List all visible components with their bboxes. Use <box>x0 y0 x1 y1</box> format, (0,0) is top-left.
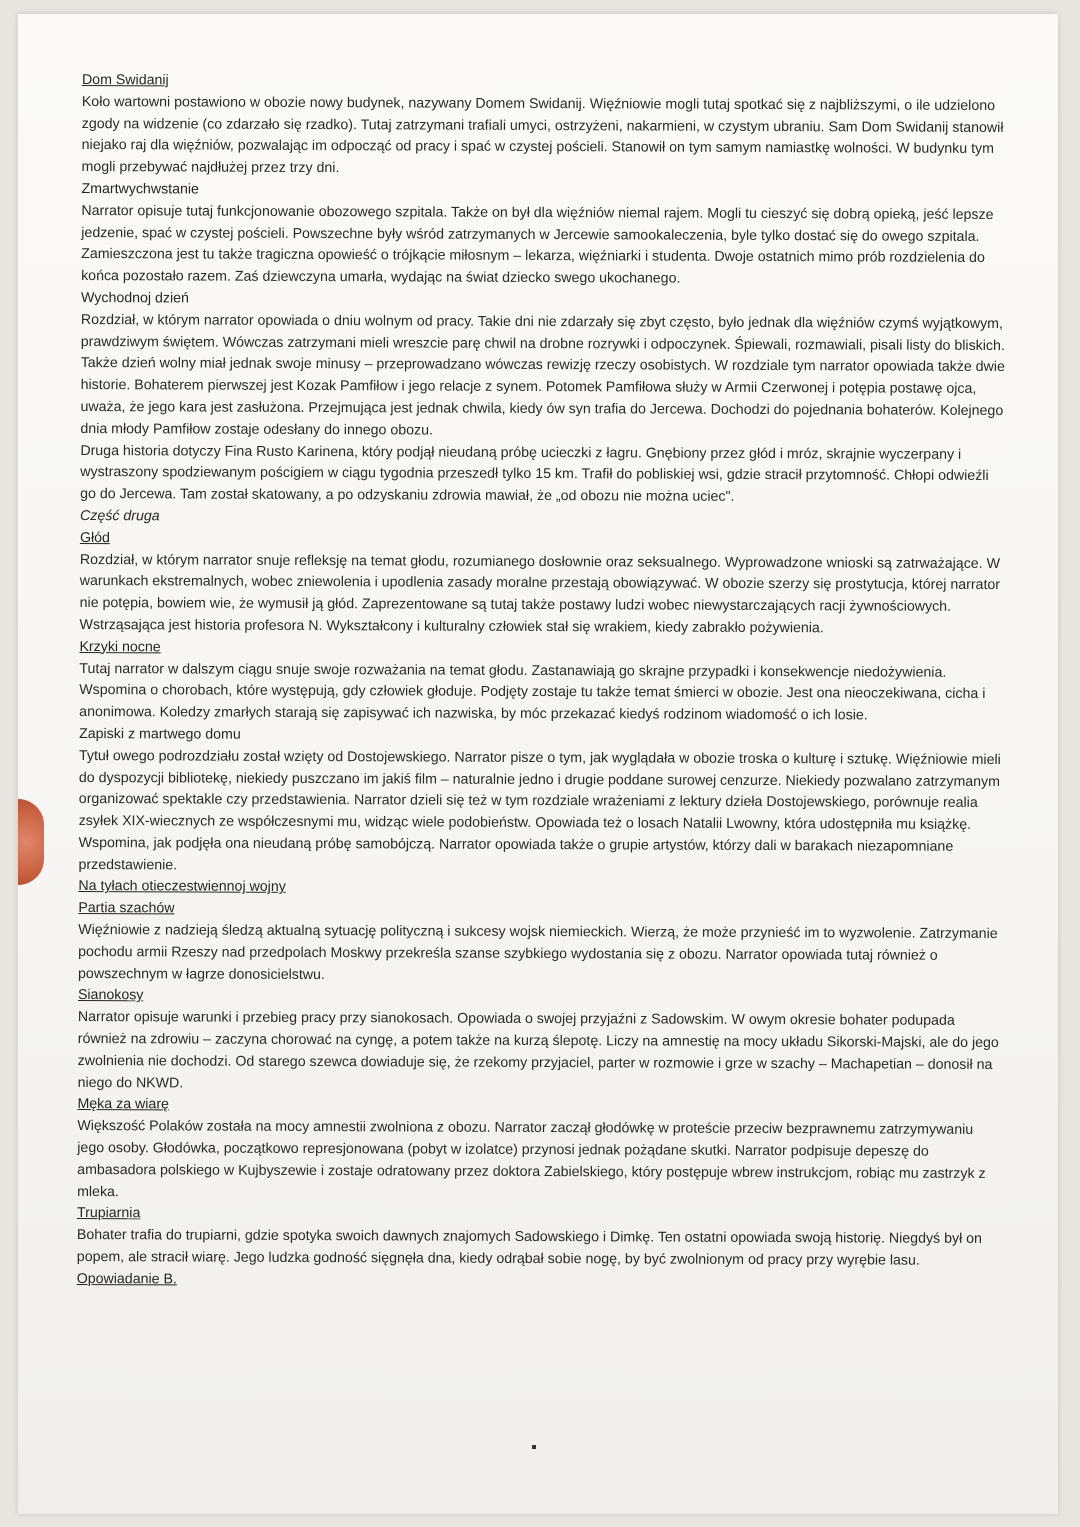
document-body <box>77 70 1007 1295</box>
section-heading: Męka za wiarę <box>77 1096 169 1113</box>
paragraph: Rozdział, w którym narrator snuje refleksję na temat głodu, rozumianego dosłownie oraz seksualnego. Wyprowadzone wnioski są zatrważające. W warunkach ekstremalnych, wobec zniewolenia i upodlenia zasady moralne przestają obowiązywać. W obozie szerzy się prostytucja, której narrator nie potępia, bowiem wie, że wymusił ją głód. Zaprezentowane są tutaj także postawy ludzi wobec niewystarczających racji żywnościowych. Wstrząsająca jest historia profesora N. Wykształcony i kulturalny człowiek stał się wrakiem, kiedy zabrakło pożywienia. <box>79 551 1001 637</box>
section-heading: Sianokosy <box>77 987 144 1004</box>
section-heading: Trupiarnia <box>76 1205 141 1222</box>
pen-mark <box>532 1445 536 1449</box>
paragraph: Narrator opisuje warunki i przebieg pracy przy sianokosach. Opowiada o swojej przyjaźni z Sadowskim. W owym okresie bohater podupada również na zdrowiu – zaczyna chorować na cyngę, a potem także na kurzą ślepotę. Liczy na amnestię na mocy układu Sikorski-Majski, ale do jego zwolnienia nie dochodzi. Od starego szewca dowiaduje się, że rzekomy przyjaciel, parter w rozmowie i grze w szachy – Machapetian – donosił na niego do NKWD. <box>77 1009 999 1092</box>
section <box>80 528 1005 641</box>
section-heading: Zapiski z martwego domu <box>79 725 241 743</box>
section <box>79 637 1004 728</box>
section <box>78 898 1003 989</box>
paragraph: Koło wartowni postawiono w obozie nowy budynek, nazywany Domem Swidanij. Więźniowie mogli tutaj spotkać się z najbliższymi, o ile udzielono zgody na widzenie (co zdarzało się rzadko). Tutaj zatrzymani trafiali umyci, ostrzyżeni, nakarmieni, w czystym ubraniu. Sam Dom Swidanij stanowił niejako raj dla więźniów, pozwalając im odpocząć od pracy i spać w czystej pościeli. Stanowił on tym samym namiastkę wolności. W budynku tym mogli przebywać najdłużej przez trzy dni. <box>81 93 1004 177</box>
section-heading: Partia szachów <box>78 900 175 917</box>
section-heading: Na tyłach otieczestwiennoj wojny <box>78 878 286 896</box>
section-heading: Opowiadanie B. <box>76 1270 177 1288</box>
paragraph: Więźniowie z nadzieją śledzą aktualną sytuację polityczną i sukcesy wojsk niemieckich. Wierzą, że może przynieść im to wyzwolenie. Zatrzymanie pochodu armii Rzeszy nad przedpolach Moskwy przekreśla szanse szybkiego wydostania się z obozu. Narrator opowiada tutaj również o powszechnym w łagrze donosicielstwu. <box>78 922 998 983</box>
section <box>77 1203 1002 1272</box>
section-heading: Wychodnoj dzień <box>80 289 189 307</box>
section <box>78 724 1004 881</box>
paper-sheet <box>18 14 1058 1514</box>
paragraph: Większość Polaków została na mocy amnestii zwolniona z obozu. Narrator zaczął głodówkę w proteście przeciw bezprawnemu zatrzymywaniu jego osoby. Głodówka, początkowo represjonowana (pobyt w izolatce) przynosi jednak pożądane skutki. Narrator podpisuje depeszę do ambasadora polskiego w Kujbyszewie i zostaje odratowany przez doktora Zabielskiego, który postępuje wbrew instrukcjom, robiąc mu zastrzyk z mleka. <box>77 1118 986 1200</box>
section <box>77 1269 1002 1295</box>
paragraph: Rozdział, w którym narrator opowiada o dniu wolnym od pracy. Takie dni nie zdarzały się zbyt często, było jednak dla więźniów czymś wyjątkowym, prawdziwym świętem. Wówczas zatrzymani mieli wreszcie parę chwil na drobne rozrywki i odpoczynek. Śpiewali, rozmawiali, pisali listy do bliskich. Także dzień wolny miał jednak swoje minusy – przeprowadzano wówczas rewizję rzeczy osobistych. W rozdziale tym narrator opowiada także dwie historie. Bohaterem pierwszej jest Kozak Pamfiłow i jego relacje z synem. Potomek Pamfiłowa służy w Armii Czerwonej i potępia postawę ojca, uważa, że jego kara jest zasłużona. Przejmująca jest jednak chwila, kiedy ów syn trafia do Jercewa. Dochodzi do pojednania bohaterów. Kolejnego dnia młody Pamfiłow zostaje odesłany do innego obozu. <box>80 311 1005 439</box>
paragraph: Tytuł owego podrozdziału został wzięty od Dostojewskiego. Narrator pisze o tym, jak wyglądała w obozie troska o kulturę i sztukę. Więźniowie mieli do dyspozycji bibliotekę, niekiedy puszczano im jakiś film – naturalnie jedno i drugie poddane surowej cenzurze. Niekiedy pozwalano zatrzymanym organizować spektakle czy przedstawienia. Narrator dzieli się też w tym rozdziale wrażeniami z lektury dzieła Dostojewskiego, porównuje realia zsyłek XIX-wiecznych ze współczesnymi mu, widząc wiele podobieństw. Opowiada też o losach Natalii Lwowny, która udostępniła mu książkę. Wspomina, jak podjęła ona nieudaną próbę samobójczą. Narrator opowiada także o grupie artystów, którzy dali w barakach niezapomniane przedstawienie. <box>78 747 1001 874</box>
section <box>82 70 1007 183</box>
section-heading: Część druga <box>80 507 160 525</box>
paragraph: Bohater trafia do trupiarni, gdzie spotyka swoich dawnych znajomych Sadowskiego i Dimkę. Ten ostatni opowiada swoją historię. Niegdyś był on popem, ale stracił wiarę. Jego ludzka godność sięgnęła dna, kiedy odrąbał sobie nogę, by być zwolnionym od pracy przy wyrębie lasu. <box>76 1227 983 1269</box>
section <box>77 1094 1002 1207</box>
section <box>80 288 1006 510</box>
section-heading: Krzyki nocne <box>79 638 161 656</box>
section-heading: Głód <box>79 529 110 546</box>
section <box>78 876 1003 902</box>
paragraph: Narrator opisuje tutaj funkcjonowanie obozowego szpitala. Także on był dla więźniów niemal rajem. Mogli tu cieszyć się dobrą opieką, jeść lepsze jedzenie, spać w czystej pościeli. Powszechne były wśród zatrzymanych w Jercewie samookaleczenia, byle tylko dostać się do owego szpitala. Zamieszczona jest tu także tragiczna opowieść o trójkącie miłosnym – lekarza, więźniarki i studenta. Dwoje ostatnich mimo prób rozdzielenia do końca pozostało razem. Zaś dziewczyna umarła, wydając na świat dziecko swego ukochanego. <box>81 202 994 287</box>
section-heading: Dom Swidanij <box>81 71 169 89</box>
section <box>81 179 1006 292</box>
finger-on-edge <box>18 799 44 885</box>
paragraph: Druga historia dotyczy Fina Rusto Karinena, który podjął nieudaną próbę ucieczki z łagru. Gnębiony przez głód i mróz, skrajnie wyczerpany i wystraszony spodziewanym pościgiem w ciągu tygodnia przeszedł tylko 15 km. Trafił do pobliskiej wsi, gdzie stracił przytomność. Chłopi odwieźli go do Jercewa. Tam został skatowany, a po odzyskaniu zdrowia mawiał, że „od obozu nie można uciec". <box>80 442 989 505</box>
paragraph: Tutaj narrator w dalszym ciągu snuje swoje rozważania na temat głodu. Zastanawiają go skrajne przypadki i konsekwencje niedożywienia. Wspomina o chorobach, które występują, gdy człowiek głoduje. Podjęty zostaje tu także temat śmierci w obozie. Jest ona nieoczekiwana, cicha i anonimowa. Koledzy zmarłych starają się zapisywać ich nazwiska, by móc przekazać kiedyś rodzinom wiadomość o ich losie. <box>79 660 986 724</box>
section <box>78 985 1003 1098</box>
section-heading: Zmartwychwstanie <box>81 180 199 198</box>
